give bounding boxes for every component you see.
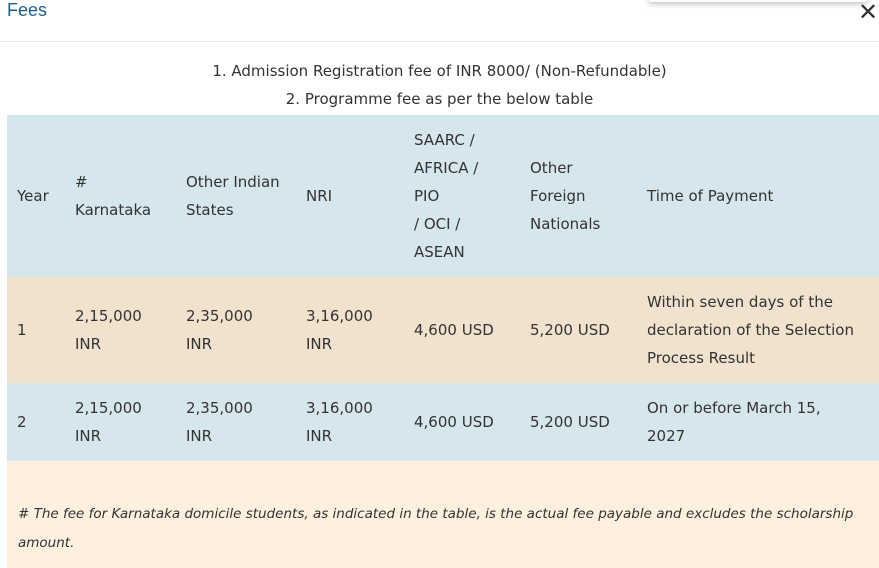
cell-time-of-payment: Within seven days of the declaration of the Selection Process Result: [647, 293, 854, 367]
cell-saarc: 4,600 USD: [414, 321, 494, 339]
cell-karnataka: 2,15,000 INR: [75, 399, 142, 445]
footnote-line-1: # The fee for Karnataka domicile students, as indicated in the table, is the actual fee payable and excludes the scholarship: [18, 506, 854, 522]
cell-karnataka: 2,15,000 INR: [75, 307, 142, 353]
cell-other-foreign: 5,200 USD: [530, 413, 610, 431]
modal-header: [0, 0, 879, 42]
header-saarc: SAARC / AFRICA / PIO / OCI / ASEAN: [414, 131, 479, 261]
programme-fee-text: 2. Programme fee as per the below table: [285, 90, 594, 108]
table-header-row: [7, 115, 879, 277]
cell-saarc: 4,600 USD: [414, 413, 494, 431]
cell-year: 2: [17, 413, 27, 431]
header-other-foreign: Other Foreign Nationals: [530, 159, 601, 233]
cell-time-of-payment: On or before March 15, 2027: [647, 399, 821, 445]
fee-table: [7, 115, 879, 461]
cell-nri: 3,16,000 INR: [306, 307, 373, 353]
cell-other-indian-states: 2,35,000 INR: [186, 399, 253, 445]
header-other-indian-states: Other Indian States: [186, 173, 280, 219]
registration-fee-text: 1. Admission Registration fee of INR 8000/ (Non-Refundable): [212, 62, 667, 80]
background-card: [648, 0, 868, 2]
table-row: [7, 383, 879, 461]
footnote-line-2: amount.: [18, 535, 75, 551]
cell-nri: 3,16,000 INR: [306, 399, 373, 445]
footnote: [7, 461, 879, 568]
header-time-of-payment: Time of Payment: [647, 187, 774, 205]
header-karnataka: # Karnataka: [75, 173, 152, 219]
modal-title: Fees: [7, 0, 48, 20]
header-year: Year: [17, 187, 49, 205]
table-row: [7, 277, 879, 383]
header-nri: NRI: [306, 187, 333, 205]
cell-year: 1: [17, 321, 27, 339]
cell-other-indian-states: 2,35,000 INR: [186, 307, 253, 353]
close-icon[interactable]: ✕: [857, 0, 879, 26]
cell-other-foreign: 5,200 USD: [530, 321, 610, 339]
